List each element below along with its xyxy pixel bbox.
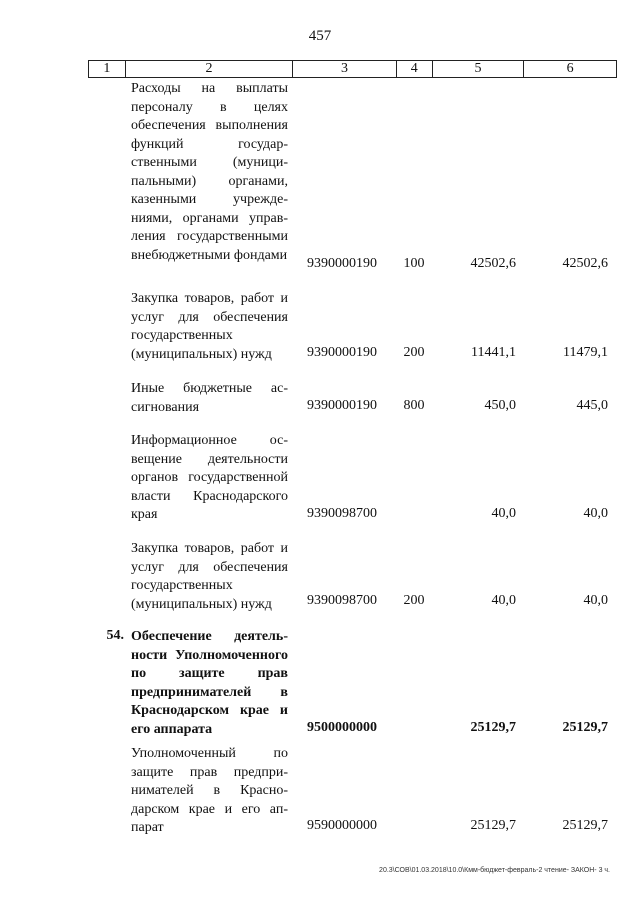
column-header-6: 6 bbox=[523, 61, 616, 77]
column-header-4: 4 bbox=[396, 61, 432, 77]
row-expense-type: 200 bbox=[403, 345, 425, 360]
row-description: Обеспечение деятельности Уполномоченного по защите прав предпринимателей в Краснодарском крае и его аппарата bbox=[131, 629, 288, 737]
row-sum-2: 25129,7 bbox=[562, 818, 608, 833]
column-header-3: 3 bbox=[292, 61, 396, 77]
column-header-5: 5 bbox=[432, 61, 524, 77]
row-number: 54. bbox=[106, 628, 124, 643]
footer-file-path: 20.3\СОВ\01.03.2018\10.0\Кмм-бюджет-февраль-2 чтение- ЗАКОН- 3 ч. bbox=[379, 867, 610, 874]
row-sum-1: 42502,6 bbox=[470, 256, 516, 271]
row-sum-2: 25129,7 bbox=[562, 720, 608, 735]
row-code: 9390000190 bbox=[307, 256, 377, 271]
row-code: 9390000190 bbox=[307, 345, 377, 360]
row-expense-type: 800 bbox=[403, 398, 425, 413]
row-sum-2: 445,0 bbox=[576, 398, 608, 413]
row-sum-2: 11479,1 bbox=[563, 345, 608, 360]
row-code: 9500000000 bbox=[307, 720, 377, 735]
row-code: 9590000000 bbox=[307, 818, 377, 833]
row-code: 9390000190 bbox=[307, 398, 377, 413]
row-description: Информационное освещение деятельности органов государственной власти Краснодарского края bbox=[131, 433, 288, 522]
column-header-2: 2 bbox=[125, 61, 292, 77]
row-sum-1: 450,0 bbox=[484, 398, 516, 413]
row-sum-1: 25129,7 bbox=[470, 818, 516, 833]
row-sum-1: 11441,1 bbox=[471, 345, 516, 360]
row-sum-1: 40,0 bbox=[491, 593, 516, 608]
row-code: 9390098700 bbox=[307, 593, 377, 608]
row-description: Закупка товаров, работ и услуг для обеспечения государственных (муниципальных) нужд bbox=[131, 541, 288, 612]
row-sum-1: 40,0 bbox=[491, 506, 516, 521]
row-sum-2: 42502,6 bbox=[562, 256, 608, 271]
page-number: 457 bbox=[308, 28, 332, 44]
row-code: 9390098700 bbox=[307, 506, 377, 521]
table-column-header bbox=[88, 60, 617, 78]
column-header-1: 1 bbox=[103, 61, 111, 76]
row-sum-1: 25129,7 bbox=[470, 720, 516, 735]
row-sum-2: 40,0 bbox=[583, 506, 608, 521]
row-description: Закупка товаров, работ и услуг для обеспечения государственных (муниципальных) нужд bbox=[131, 291, 288, 362]
row-sum-2: 40,0 bbox=[583, 593, 608, 608]
row-description: Иные бюджетные ассигнования bbox=[131, 381, 288, 415]
row-expense-type: 200 bbox=[403, 593, 425, 608]
row-expense-type: 100 bbox=[403, 256, 425, 271]
row-description: Уполномоченный по защите прав предпринимателей в Краснодарском крае и его аппарат bbox=[131, 746, 288, 835]
row-description: Расходы на выплаты персоналу в целях обеспечения выполнения функций государственными (муниципальными) органами, казенными учреждениями, органами управления государственными внебюджетными фондами bbox=[131, 81, 288, 263]
